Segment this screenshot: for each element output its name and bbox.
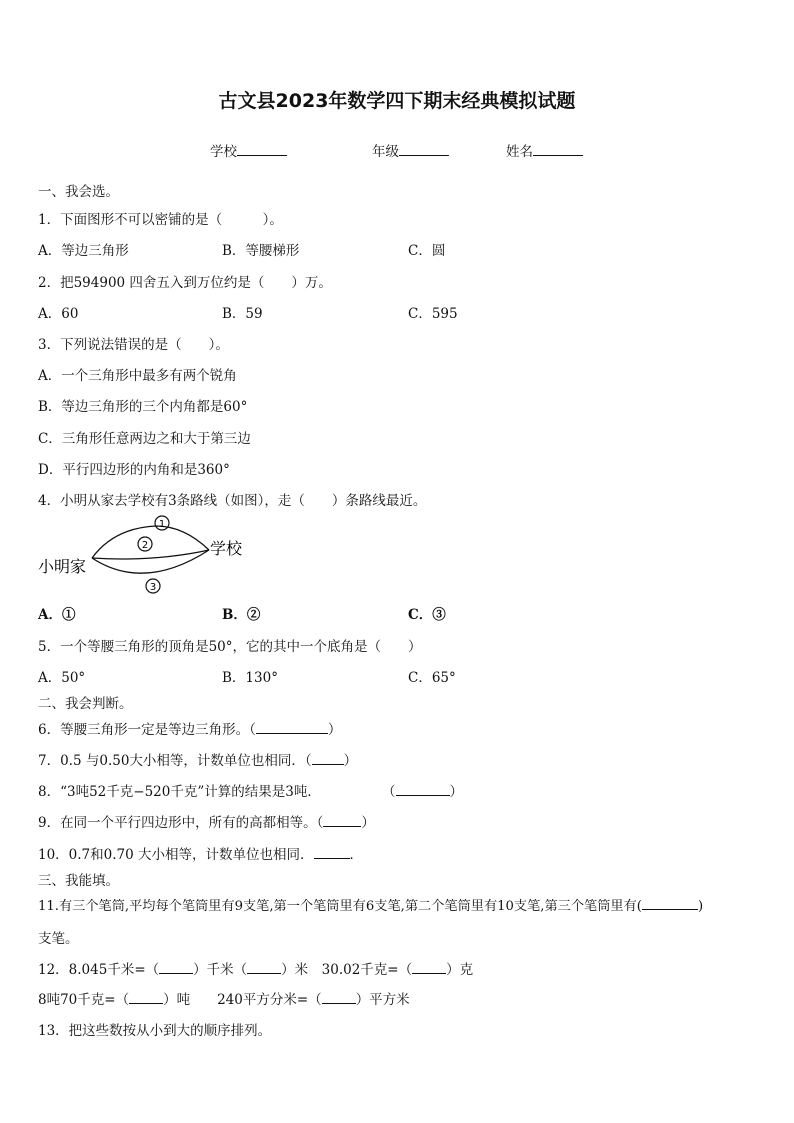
q8-close: ） xyxy=(449,784,463,800)
q3-option-c[interactable]: C．三角形任意两边之和大于第三边 xyxy=(38,431,251,447)
q5-stem: 5．一个等腰三角形的顶角是50°，它的其中一个底角是（ ） xyxy=(38,639,422,655)
q2-option-b[interactable]: B．59 xyxy=(222,306,263,322)
grade-field[interactable] xyxy=(372,140,449,160)
q11-blank[interactable] xyxy=(642,897,698,910)
q10-text: 10．0.7和0.70 大小相等，计数单位也相同． xyxy=(38,847,314,863)
section-3-heading: 三、我能填。 xyxy=(38,873,119,889)
q12-part-2: ）千米（ xyxy=(193,962,248,978)
school-label-diagram: 学校 xyxy=(210,539,243,558)
q12-line-1 xyxy=(38,958,473,978)
q5-option-a[interactable]: A．50° xyxy=(38,670,86,686)
q7-text: 7．0.5 与0.50大小相等，计数单位也相同．（ xyxy=(38,753,312,769)
home-label: 小明家 xyxy=(38,557,87,576)
grade-label: 年级 xyxy=(372,144,399,160)
q9-close: ） xyxy=(361,815,375,831)
q4-stem: 4．小明从家去学校有3条路线（如图），走（ ）条路线最近。 xyxy=(38,493,427,509)
q8-answer xyxy=(382,780,463,800)
q9-blank[interactable] xyxy=(323,814,361,827)
q3-stem: 3．下列说法错误的是（ ）。 xyxy=(38,337,229,353)
q4-option-a[interactable]: A．① xyxy=(38,607,76,623)
q2-option-c[interactable]: C．595 xyxy=(408,306,458,322)
q2-option-a[interactable]: A．60 xyxy=(38,306,79,322)
q6-blank[interactable] xyxy=(256,721,328,734)
q12-blank-3[interactable] xyxy=(412,961,446,974)
q4-option-c[interactable]: C．③ xyxy=(408,607,446,623)
q3-option-a[interactable]: A．一个三角形中最多有两个锐角 xyxy=(38,368,237,384)
q9-text: 9．在同一个平行四边形中，所有的高都相等。（ xyxy=(38,815,324,831)
name-field[interactable] xyxy=(506,140,583,160)
q3-option-d[interactable]: D．平行四边形的内角和是360° xyxy=(38,462,230,478)
q12-blank-4[interactable] xyxy=(129,991,163,1004)
q9-item xyxy=(38,811,375,831)
q10-item xyxy=(38,843,363,863)
q12-line-2 xyxy=(38,988,410,1008)
route-2-label: 2 xyxy=(141,540,149,551)
q11-line-2: 支笔。 xyxy=(38,931,79,947)
route-1-label: 1 xyxy=(158,519,166,530)
q1-option-b[interactable]: B．等腰梯形 xyxy=(222,243,300,259)
q12-blank-5[interactable] xyxy=(322,991,356,1004)
q1-option-c[interactable]: C．圆 xyxy=(408,243,446,259)
q12-part-3: ）米 30.02千克=（ xyxy=(281,962,413,978)
q12-part-4: ）克 xyxy=(446,962,474,978)
q12-line2-part-2: ）吨 240平方分米=（ xyxy=(163,992,322,1008)
section-2-heading: 二、我会判断。 xyxy=(38,696,133,712)
q8-open: （ xyxy=(382,784,396,800)
q6-close: ） xyxy=(327,722,342,738)
q12-blank-1[interactable] xyxy=(159,961,193,974)
school-field[interactable] xyxy=(210,140,287,160)
section-1-heading: 一、我会选。 xyxy=(38,184,119,200)
q11-close: ) xyxy=(697,899,704,914)
q6-item xyxy=(38,718,341,738)
school-blank[interactable] xyxy=(237,143,287,156)
q7-blank[interactable] xyxy=(312,752,344,765)
q8-blank[interactable] xyxy=(396,783,450,796)
q1-stem: 1．下面图形不可以密铺的是（ ）。 xyxy=(38,212,283,228)
school-label: 学校 xyxy=(210,144,237,160)
name-label: 姓名 xyxy=(506,144,533,160)
q2-stem: 2．把594900 四舍五入到万位约是（ ）万。 xyxy=(38,275,332,291)
q5-option-b[interactable]: B．130° xyxy=(222,670,278,686)
q7-close: ） xyxy=(343,753,358,769)
q10-period: ． xyxy=(349,847,363,863)
q10-blank[interactable] xyxy=(314,846,350,859)
q4-option-b[interactable]: B．② xyxy=(222,607,261,623)
q12-line2-part-3: ）平方米 xyxy=(355,992,410,1008)
q8-item xyxy=(38,780,321,800)
q5-option-c[interactable]: C．65° xyxy=(408,670,456,686)
page-title: 古文县2023年数学四下期末经典模拟试题 xyxy=(218,90,576,112)
q11-item xyxy=(38,895,703,914)
q8-text: 8．“3吨52千克−520千克”计算的结果是3吨． xyxy=(38,784,321,800)
grade-blank[interactable] xyxy=(399,143,449,156)
q12-part-1: 12．8.045千米=（ xyxy=(38,962,160,978)
q13-stem: 13．把这些数按从小到大的顺序排列。 xyxy=(38,1023,272,1039)
route-3-label: 3 xyxy=(149,582,157,593)
q3-option-b[interactable]: B．等边三角形的三个内角都是60° xyxy=(38,399,248,415)
q12-line2-part-1: 8吨70千克=（ xyxy=(38,992,130,1008)
name-blank[interactable] xyxy=(533,143,583,156)
q6-text: 6．等腰三角形一定是等边三角形。（ xyxy=(38,722,256,738)
q11-text: 11.有三个笔筒,平均每个笔筒里有9支笔,第一个笔筒里有6支笔,第二个笔筒里有10支笔,第三个笔筒里有( xyxy=(38,899,642,914)
q12-blank-2[interactable] xyxy=(247,961,281,974)
q1-option-a[interactable]: A．等边三角形 xyxy=(38,243,129,259)
q7-item xyxy=(38,749,357,769)
route-2-path xyxy=(92,550,209,559)
route-diagram xyxy=(34,510,264,600)
